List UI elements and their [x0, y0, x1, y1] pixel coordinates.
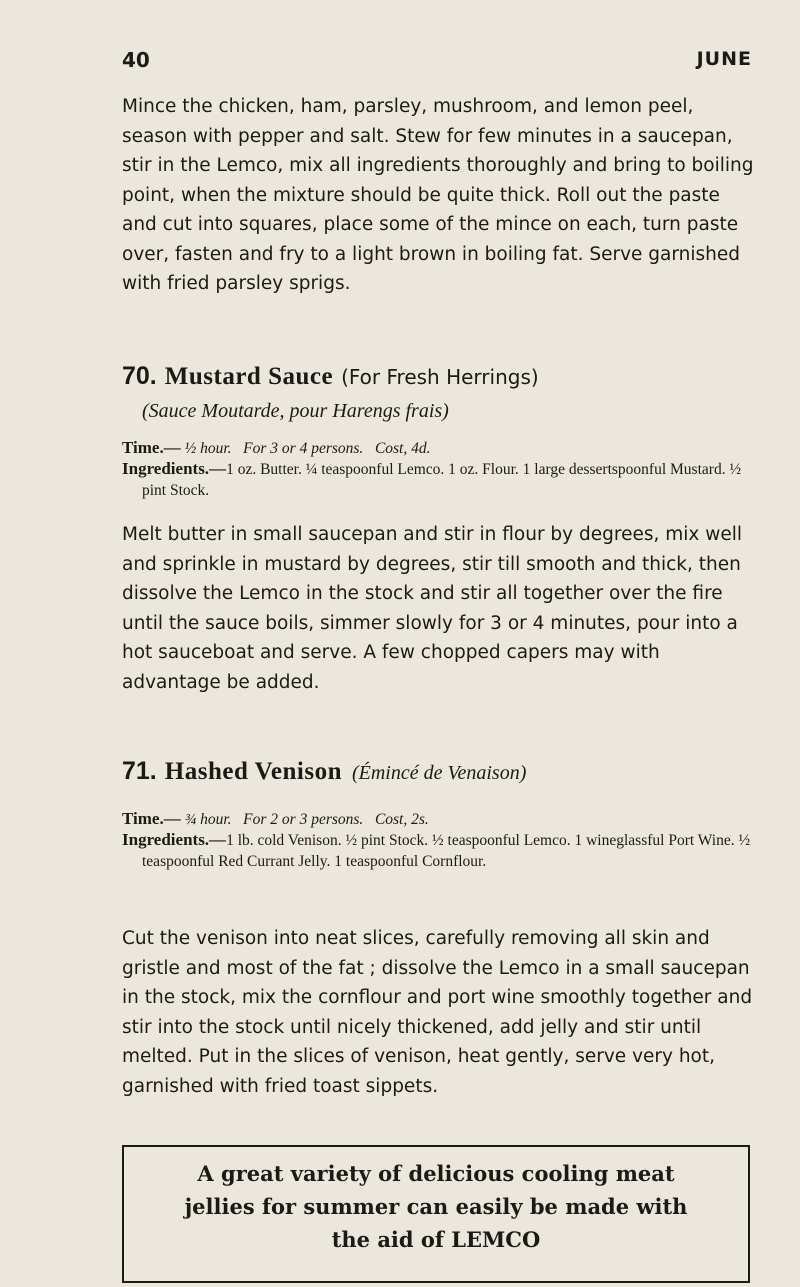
recipe-name: Hashed Venison: [164, 758, 342, 785]
recipe-71-ingredients: Ingredients.—1 lb. cold Venison. ½ pint Stock. ½ teaspoonful Lemco. 1 wineglassful Port Wine. ½ teaspoonful Red Currant Jelly. 1 teaspoonful Cornflour.: [122, 830, 751, 870]
recipe-subtitle: (For Fresh Herrings): [341, 365, 539, 389]
lemco-advert-box: [122, 1145, 750, 1283]
recipe-number: 70.: [122, 362, 157, 390]
recipe-70-title: [122, 362, 539, 391]
intro-paragraph: Mince the chicken, ham, parsley, mushroom, and lemon peel, season with pepper and salt. Stew for few minutes in a saucepan, stir in the Lemco, mix all ingredients thoroughly and bring to boiling point, when the mixture should be quite thick. Roll out the paste and cut into squares, place some of the mince on each, turn paste over, fasten and fry to a light brown in boiling fat. Serve garnished with fried parsley sprigs.: [122, 96, 754, 294]
recipe-70-method: Melt butter in small saucepan and stir in flour by degrees, mix well and sprinkle in mustard by degrees, stir till smooth and thick, then dissolve the Lemco in the stock and stir all together over the fire until the sauce boils, simmer slowly for 3 or 4 minutes, pour into a hot sauceboat and serve. A few chopped capers may with advantage be added.: [122, 524, 743, 693]
recipe-71-time-line: Time.— ¾ hour. For 2 or 3 persons. Cost, 2s.: [122, 809, 429, 828]
recipe-71-method: Cut the venison into neat slices, carefully removing all skin and gristle and most of the fat ; dissolve the Lemco in a small saucepan in the stock, mix the cornflour and port wine smoothly together and stir into the stock until nicely thickened, add jelly and stir until melted. Put in the slices of venison, heat gently, serve very hot, garnished with fried toast sippets.: [122, 928, 753, 1097]
advert-line: A great variety of delicious cooling meat: [197, 1161, 675, 1186]
recipe-70-ingredients: Ingredients.—1 oz. Butter. ¼ teaspoonful Lemco. 1 oz. Flour. 1 large dessertspoonful Mustard. ½ pint Stock.: [122, 459, 742, 499]
recipe-name: Mustard Sauce: [164, 363, 334, 390]
advert-line: jellies for summer can easily be made with: [184, 1194, 688, 1219]
running-head: JUNE: [696, 48, 752, 70]
recipe-70-french-title: (Sauce Moutarde, pour Harengs frais): [142, 400, 449, 422]
recipe-number: 71.: [122, 757, 157, 785]
advert-line: the aid of LEMCO: [331, 1227, 541, 1252]
page-number: 40: [122, 48, 150, 72]
recipe-70-time-line: Time.— ½ hour. For 3 or 4 persons. Cost, 4d.: [122, 438, 431, 457]
page-header: [122, 48, 752, 78]
recipe-french-title: (Émincé de Venaison): [351, 762, 527, 784]
recipe-71-title: [122, 757, 526, 786]
